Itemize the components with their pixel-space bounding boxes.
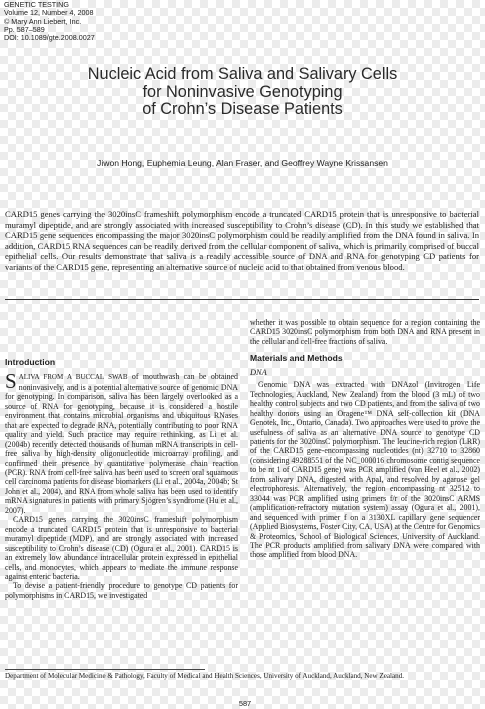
article-title xyxy=(20,66,465,119)
intro-paragraph-3: To devise a patient-friendly procedure to genotype CD patients for polymorphisms in CARD15, we investigated xyxy=(5,581,238,600)
abstract: CARD15 genes carrying the 3020insC frameshift polymorphism encode a truncated CARD15 protein that is unresponsive to bacterial muramyl dipeptide, and are strongly associated with increased susceptibility to Crohn’s disease (CD). In this study we established that CARD15 gene sequences encompassing the major 3020insC polymorphism could be readily amplified from the DNA found in saliva. In addition, CARD15 RNA sequences can be readily derived from the cellular component of saliva, which is primarily comprised of buccal epithelial cells. Our results demonstrate that saliva is a readily accessible source of DNA and RNA for genotyping CD patients for variants of the CARD15 gene, representing an alternative source of nucleic acid to that obtained from venous blood. xyxy=(5,209,479,272)
abstract-divider xyxy=(5,299,479,300)
intro-lead-in: ALIVA FROM A BUCCAL SWAB xyxy=(18,373,128,382)
introduction-heading: Introduction xyxy=(5,357,56,367)
author-list: Jiwon Hong, Euphemia Leung, Alan Fraser, and Geoffrey Wayne Krissansen xyxy=(97,158,388,168)
page-number: 587 xyxy=(238,699,252,708)
page-range: Pp. 587–589 xyxy=(4,24,45,34)
journal-header xyxy=(4,1,95,42)
title-line: for Noninvasive Genotyping xyxy=(142,82,343,101)
drop-cap: S xyxy=(5,369,17,394)
affiliation-footnote: Department of Molecular Medicine & Pathology, Faculty of Medical and Health Sciences, University of Auckland, Auckland, New Zealand. xyxy=(5,672,405,680)
footnote-divider xyxy=(5,669,205,670)
volume-info: Volume 12, Number 4, 2008 xyxy=(4,8,94,18)
copyright-line: © Mary Ann Liebert, Inc. xyxy=(4,16,82,26)
title-line: of Crohn’s Disease Patients xyxy=(142,100,343,118)
doi: DOI: 10.1089/gte.2008.0027 xyxy=(4,33,95,43)
dna-paragraph: Genomic DNA was extracted with DNAzol (Invitrogen Life Technologies, Auckland, New Zealand) from the blood (3 mL) of two healthy control subjects and two CD patients, and from the saliva of two healthy donors using an Oragene™ DNA self-collection kit (DNA Genotek, Inc., Ontario, Canada). Two approaches were used to prove the usefulness of saliva as an alternative DNA source to genotype CD patients for the 3020insC polymorphism. The leucine-rich region (LRR) of the CARD15 gene-encompassing nucleotides (nt) 32710 to 32860 (considering 49288551 of the NC_000016 chromosome contig sequence to be nt 1 of CARD15 gene) was PCR amplified (van Heel et al., 2002) from salivary DNA, digested with ApaI, and resolved by agarose gel electrophoresis. Alternatively, the region encompassing nt 32512 to 33044 was PCR amplified using primers f/r of the 3020insC ARMS (amplification-refractory mutation system) assay (Ogura et al., 2001), and sequenced with primer f on a 3130XL capillary gene sequencer (Applied Biosystems, Foster City, CA, USA) at the Centre for Genomics & Proteomics, School of Biological Sciences, University of Auckland. The PCR products amplified from salivary DNA were compared with those amplified from blood DNA. xyxy=(250,380,480,560)
right-column xyxy=(250,318,480,560)
continued-paragraph: whether it was possible to obtain sequence for a region containing the CARD15 3020insC polymorphism from both DNA and RNA present in the cellular and cell-free fractions of saliva. xyxy=(250,318,480,346)
intro-text-1: of mouthwash can be obtained noninvasively, and is a potential alternative source of genomic DNA for genotyping. In comparison, saliva has been largely overlooked as a source of RNA for genotyping, because it is considered a hostile environment that contains microbial organisms and ubiquitous RNases that are expected to degrade RNA, potentially contributing to poor RNA quality and yield. Such practice may require rethinking, as Li et al. (2004b) recently detected thousands of human mRNA transcripts in cell-free saliva by high-density oligonucleotide microarray profiling, and confirmed their presence by quantitative polymerase chain reaction (PCR). RNA from cell-free saliva has been used to screen oral squamous cell carcinoma patients for disease biomarkers (Li et al., 2004a, 2004b; St John et al., 2004), and RNA from whole saliva has been used to identify mRNA signatures in patients with primary Sjögren’s syndrome (Hu et al., 2007). xyxy=(5,372,238,515)
title-line: Nucleic Acid from Saliva and Salivary Cells xyxy=(87,65,398,83)
dna-subheading: DNA xyxy=(250,367,267,377)
intro-paragraph-1 xyxy=(5,369,238,515)
intro-paragraph-2: CARD15 genes carrying the 3020insC frameshift polymorphism encode a truncated CARD15 protein that is unresponsive to bacterial muramyl dipeptide (MDP), and are strongly associated with increased susceptibility to Crohn’s disease (CD) (Ogura et al., 2001). CARD15 is an extremely low abundance intracellular protein expressed in epithelial cells, and monocytes, which appears to mediate the immune response against enteric bacteria. xyxy=(5,515,238,581)
left-column xyxy=(5,358,238,600)
journal-name: GENETIC TESTING xyxy=(4,0,69,9)
methods-heading: Materials and Methods xyxy=(250,353,343,364)
